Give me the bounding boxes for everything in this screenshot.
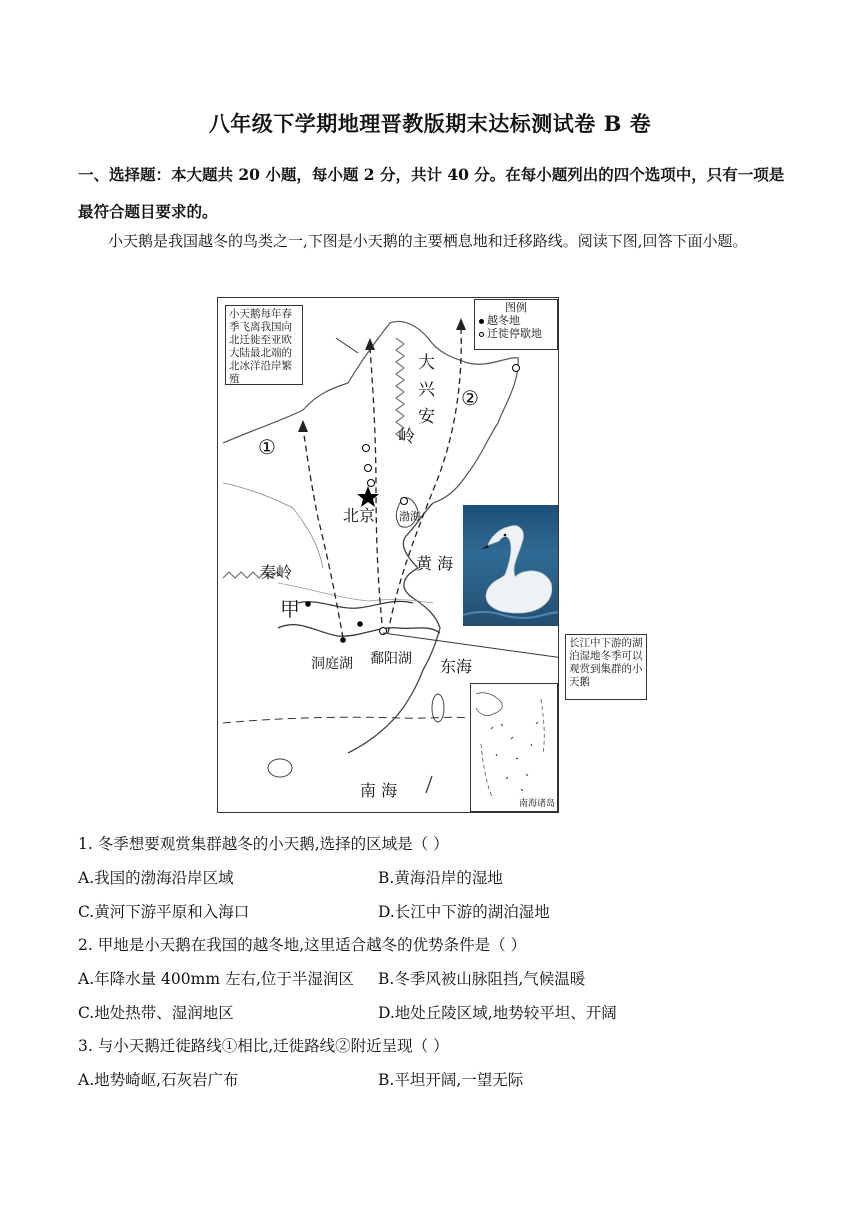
label-bohai: 渤海 bbox=[399, 510, 421, 523]
map-legend bbox=[474, 299, 558, 350]
label-jia: 甲 bbox=[280, 597, 300, 621]
callout-spring-migration: 小天鹅每年春季飞离我国向北迁徙至亚欧大陆最北端的北冰洋沿岸繁殖 bbox=[225, 305, 303, 385]
label-donghai: 东海 bbox=[440, 657, 473, 676]
hollow-dot-icon bbox=[479, 332, 484, 337]
question-1-option-b: B.黄海沿岸的湿地 bbox=[378, 869, 503, 887]
legend-stop-row bbox=[479, 327, 553, 340]
filled-dot-icon bbox=[479, 319, 484, 324]
label-da: 大 bbox=[418, 353, 435, 373]
question-2-option-a: A.年降水量 400mm 左右,位于半湿润区 bbox=[78, 970, 354, 988]
swan-illustration bbox=[463, 505, 558, 626]
label-poyang: 鄱阳湖 bbox=[370, 651, 412, 667]
south-china-sea-inset bbox=[470, 683, 558, 812]
label-route-1: ① bbox=[258, 435, 276, 459]
question-1-option-d: D.长江中下游的湖泊湿地 bbox=[378, 903, 550, 921]
question-3-option-b: B.平坦开阔,一望无际 bbox=[378, 1071, 524, 1089]
question-1-option-c: C.黄河下游平原和入海口 bbox=[78, 903, 250, 921]
question-3-stem: 3. 与小天鹅迁徙路线①相比,迁徙路线②附近呈现（ ） bbox=[78, 1037, 449, 1055]
label-xing: 兴 bbox=[418, 380, 435, 400]
legend-title: 图例 bbox=[505, 301, 527, 314]
question-2-option-c: C.地处热带、湿润地区 bbox=[78, 1004, 234, 1022]
callout-yangtze-wetlands: 长江中下游的湖泊湿地冬季可以观赏到集群的小天鹅 bbox=[565, 634, 647, 700]
inset-drawing bbox=[471, 684, 559, 813]
section-heading: 一、选择题：本大题共 20 小题，每小题 2 分，共计 40 分。在每小题列出的四个选项中，只有一项是最符合题目要求的。 bbox=[78, 165, 785, 221]
swan-photo bbox=[463, 505, 558, 626]
question-2-option-d: D.地处丘陵区域,地势较平坦、开阔 bbox=[378, 1004, 617, 1022]
label-nanhai: 南 海 bbox=[360, 781, 398, 800]
inset-label: 南海诸岛 bbox=[518, 799, 555, 809]
label-dongting: 洞庭湖 bbox=[311, 656, 353, 672]
label-ling: 岭 bbox=[398, 427, 415, 447]
question-2-option-b: B.冬季风被山脉阻挡,气候温暖 bbox=[378, 970, 586, 988]
legend-winter-label: 越冬地 bbox=[487, 314, 520, 327]
page-title: 八年级下学期地理晋教版期末达标测试卷 B 卷 bbox=[208, 111, 652, 136]
question-1-option-a: A.我国的渤海沿岸区域 bbox=[78, 869, 234, 887]
label-huanghai: 黄 海 bbox=[416, 554, 454, 573]
intro-paragraph: 小天鹅是我国越冬的鸟类之一,下图是小天鹅的主要栖息地和迁移路线。阅读下图,回答下面小题。 bbox=[108, 232, 748, 250]
label-beijing: 北京 bbox=[343, 506, 376, 525]
question-3-option-a: A.地势崎岖,石灰岩广布 bbox=[78, 1071, 239, 1089]
label-an: 安 bbox=[418, 407, 435, 427]
label-route-2: ② bbox=[461, 386, 479, 410]
label-qinling: 秦岭 bbox=[260, 563, 293, 582]
question-2-stem: 2. 甲地是小天鹅在我国的越冬地,这里适合越冬的优势条件是（ ） bbox=[78, 936, 527, 954]
legend-winter-row bbox=[479, 314, 553, 327]
legend-stop-label: 迁徙停歇地 bbox=[487, 327, 542, 340]
question-1-stem: 1. 冬季想要观赏集群越冬的小天鹅,选择的区域是（ ） bbox=[78, 835, 449, 853]
